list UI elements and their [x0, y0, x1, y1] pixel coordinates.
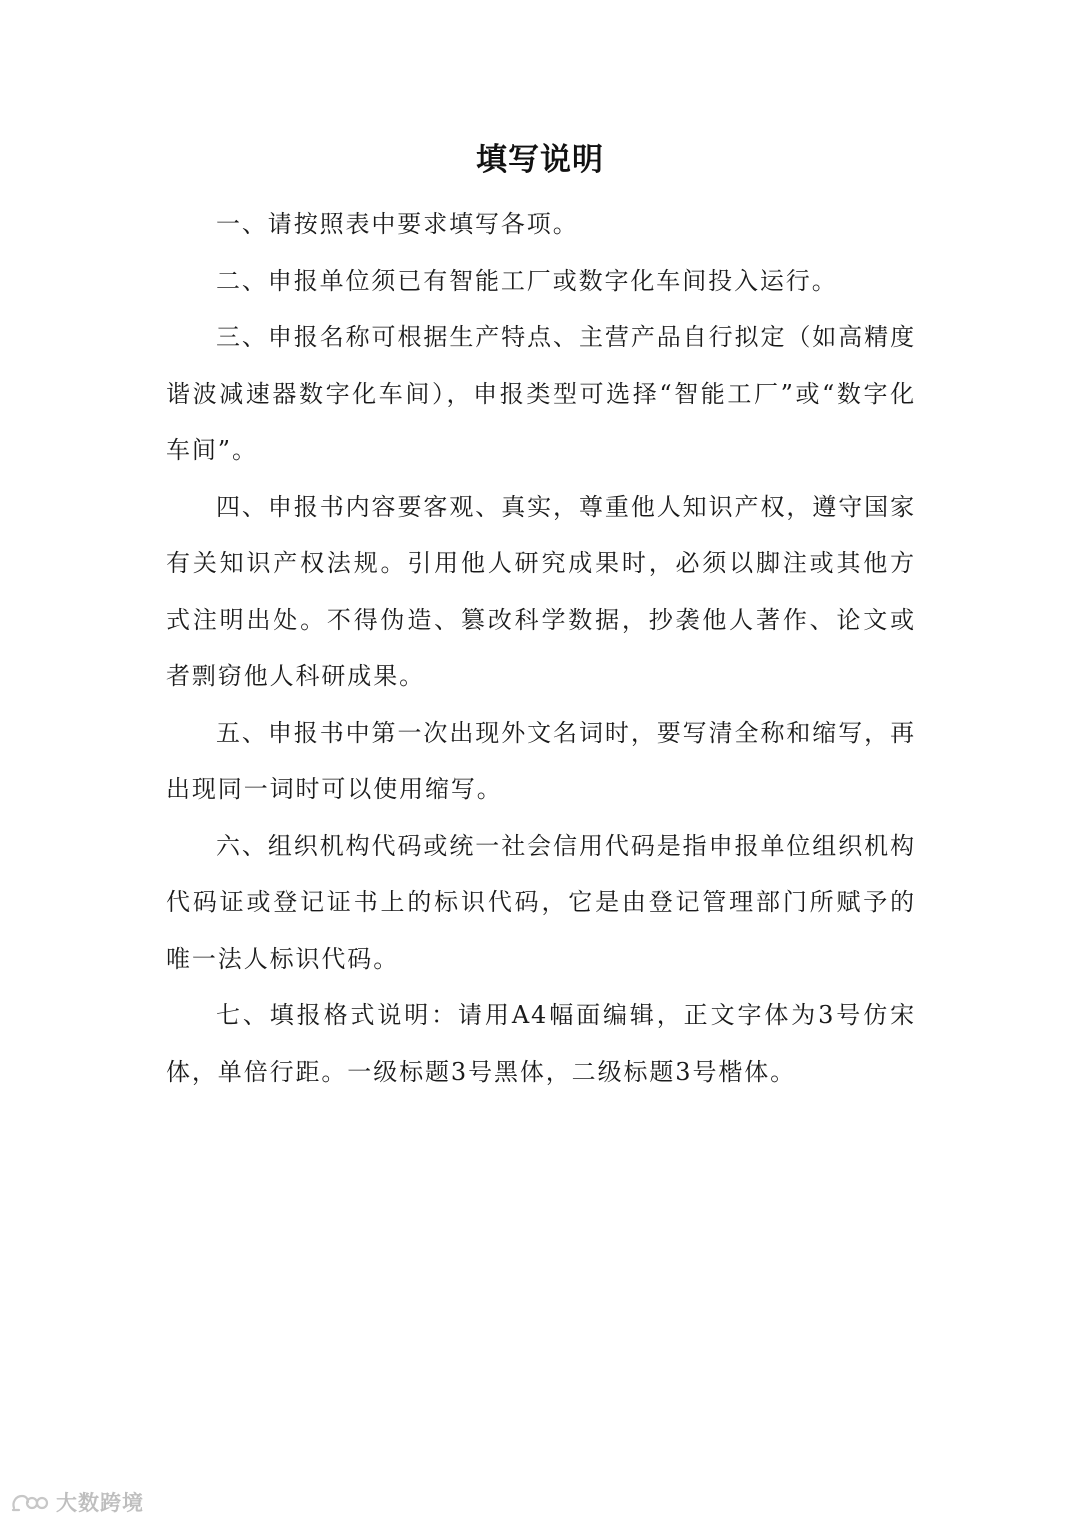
- paragraph-3: 三、申报名称可根据生产特点、主营产品自行拟定（如高精度谐波减速器数字化车间），申报类型可选择“智能工厂”或“数字化车间”。: [166, 323, 916, 464]
- paragraph-4: 四、申报书内容要客观、真实，尊重他人知识产权，遵守国家有关知识产权法规。引用他人研究成果时，必须以脚注或其他方式注明出处。不得伪造、篡改科学数据，抄袭他人著作、论文或者剽窃他人科研成果。: [166, 492, 916, 690]
- document-body: [166, 196, 916, 1100]
- paragraph-7: 七、填报格式说明：请用A4幅面编辑，正文字体为3号仿宋体，单倍行距。一级标题3号黑体，二级标题3号楷体。: [166, 1001, 916, 1086]
- paragraph-2: 二、申报单位须已有智能工厂或数字化车间投入运行。: [216, 266, 838, 295]
- paragraph-6: 六、组织机构代码或统一社会信用代码是指申报单位组织机构代码证或登记证书上的标识代码，它是由登记管理部门所赋予的唯一法人标识代码。: [166, 831, 916, 973]
- paragraph-1: 一、请按照表中要求填写各项。: [216, 210, 579, 238]
- watermark-logo-icon: [10, 1490, 50, 1514]
- document-title: 填写说明: [476, 142, 604, 178]
- paragraph-5: 五、申报书中第一次出现外文名词时，要写清全称和缩写，再出现同一词时可以使用缩写。: [166, 718, 916, 803]
- watermark-text: 大数跨境: [56, 1491, 144, 1515]
- watermark: [10, 1488, 144, 1516]
